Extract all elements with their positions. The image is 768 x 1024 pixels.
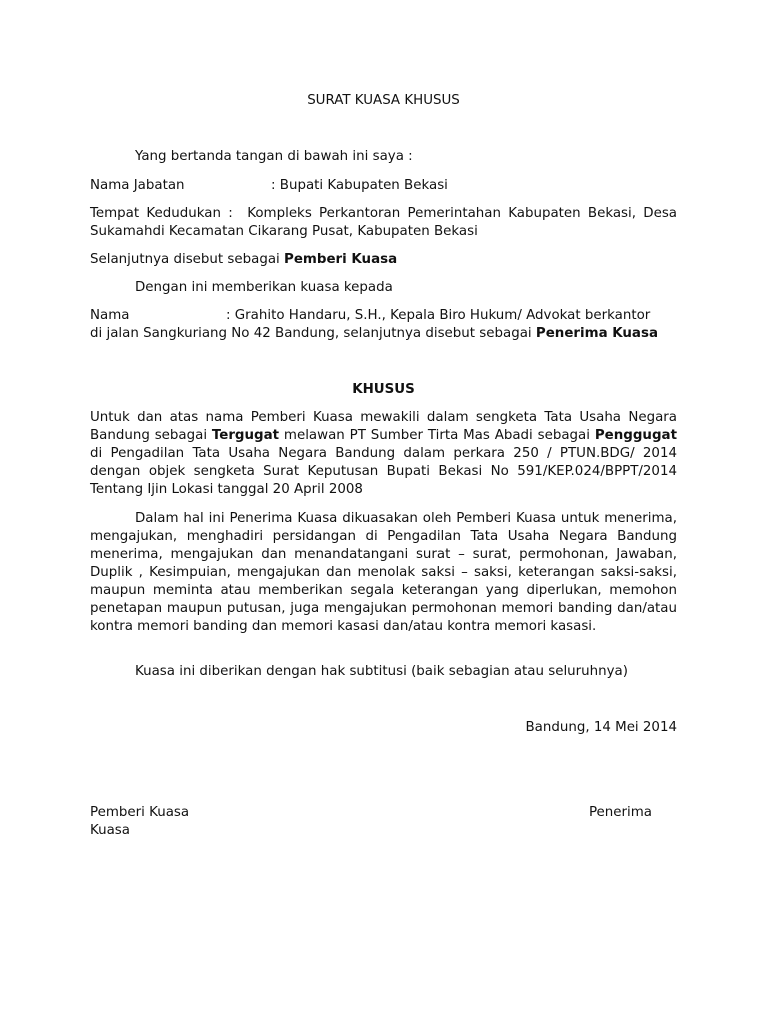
grant-line: Dengan ini memberikan kuasa kepada	[135, 280, 393, 295]
receiver-referred-line	[90, 325, 677, 343]
paragraph-2: Dalam hal ini Penerima Kuasa dikuasakan oleh Pemberi Kuasa untuk menerima, mengajukan, menghadiri persidangan di Pengadilan Tata Usaha Negara Bandung menerima, mengajukan dan menandatangani surat – surat, permohonan, Jawaban, Duplik , Kesimpuian, mengajukan dan menolak saksi – saksi, keterangan saksi-saksi, maupun meminta atau memberikan segala keterangan yang diperlukan, memohon penetapan maupun putusan, juga mengajukan permohonan memori banding dan/atau kontra memori banding dan memori kasasi dan/atau kontra memori kasasi.	[90, 511, 677, 634]
signature-left-label: Pemberi Kuasa	[90, 805, 190, 820]
para1-part2: melawan PT Sumber Tirta Mas Abadi sebagai	[283, 428, 590, 443]
penggugat-bold: Penggugat	[594, 428, 677, 443]
tergugat-bold: Tergugat	[211, 428, 280, 443]
jabatan-label: Nama Jabatan	[90, 178, 185, 193]
referred-prefix: Selanjutnya disebut sebagai	[90, 252, 280, 267]
intro-line: Yang bertanda tangan di bawah ini saya :	[135, 149, 413, 164]
nama-row	[90, 307, 677, 325]
tempat-label: Tempat Kedudukan :	[90, 206, 233, 221]
nama-value: : Grahito Handaru, S.H., Kepala Biro Hukum/ Advokat berkantor	[226, 308, 651, 323]
pemberi-kuasa-bold: Pemberi Kuasa	[284, 252, 398, 267]
receiver-line2-prefix: di jalan Sangkuriang No 42 Bandung, selanjutnya disebut sebagai	[90, 326, 532, 341]
tempat-kedudukan	[90, 205, 677, 241]
paragraph-3: Kuasa ini diberikan dengan hak subtitusi (baik sebagian atau seluruhnya)	[135, 664, 628, 679]
nama-label: Nama	[90, 308, 130, 323]
signature-right-label: Penerima	[588, 805, 652, 820]
document-title: SURAT KUASA KHUSUS	[307, 93, 460, 108]
signature-right-label-cont: Kuasa	[90, 823, 130, 838]
signature-block	[90, 804, 677, 840]
giver-referred-line	[90, 251, 677, 269]
paragraph-1	[90, 409, 677, 499]
penerima-kuasa-bold: Penerima Kuasa	[535, 326, 658, 341]
section-heading: KHUSUS	[352, 382, 415, 397]
place-date: Bandung, 14 Mei 2014	[525, 720, 677, 735]
para1-part3: di Pengadilan Tata Usaha Negara Bandung dalam perkara 250 / PTUN.BDG/ 2014 dengan objek sengketa Surat Keputusan Bupati Bekasi No 591/KEP.024/BPPT/2014 Tentang Ijin Lokasi tanggal 20 April 2008	[90, 446, 677, 497]
jabatan-row	[90, 177, 677, 195]
para1-part1: Untuk dan atas nama Pemberi Kuasa mewakili dalam sengketa Tata Usaha Negara Bandung sebagai	[90, 410, 677, 443]
jabatan-value: : Bupati Kabupaten Bekasi	[271, 178, 448, 193]
tempat-value: Kompleks Perkantoran Pemerintahan Kabupaten Bekasi, Desa Sukamahdi Kecamatan Cikarang Pusat, Kabupaten Bekasi	[90, 206, 678, 239]
